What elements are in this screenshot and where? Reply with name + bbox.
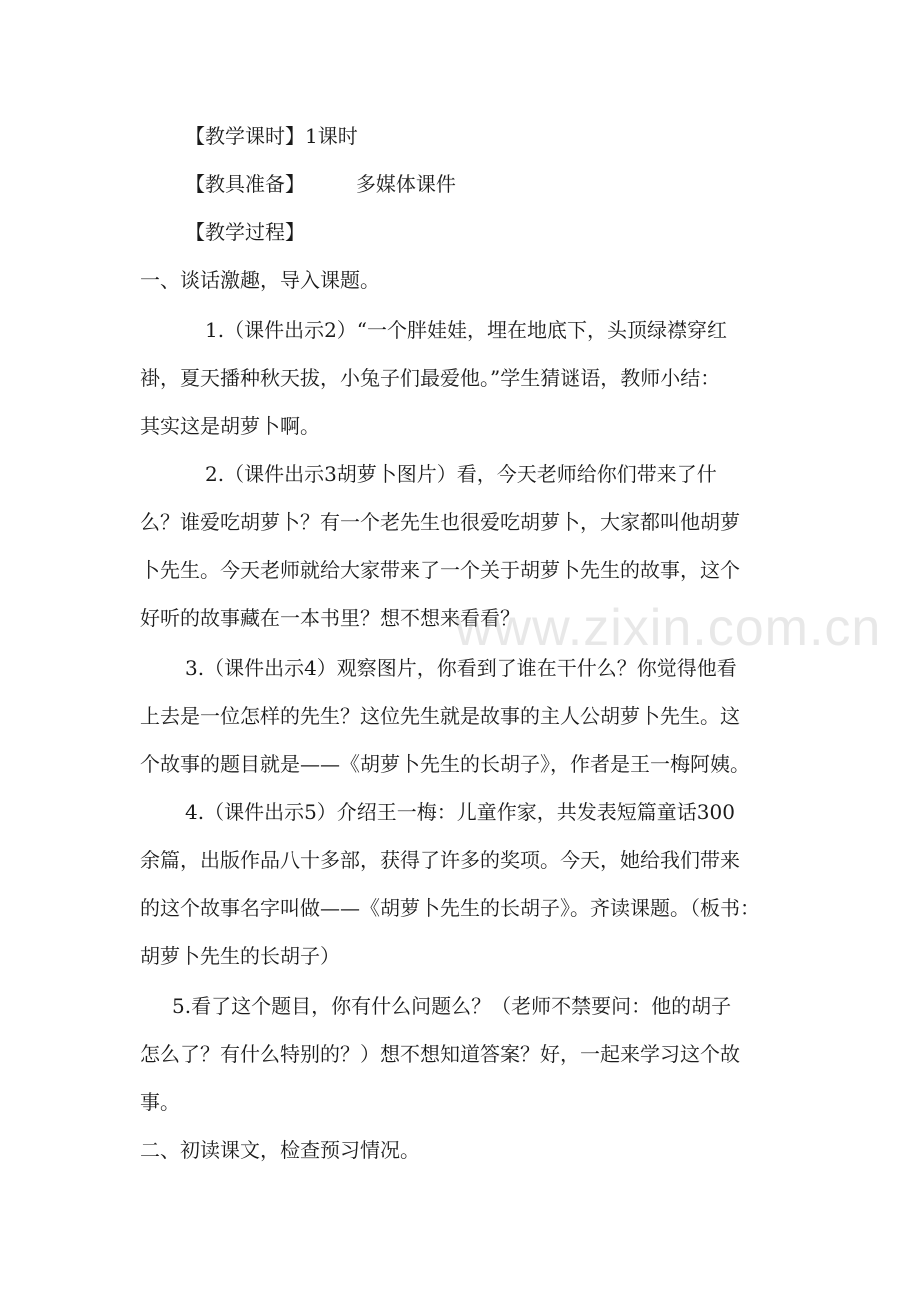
section-two-heading: 二、初读课文，检查预习情况。 — [140, 1138, 420, 1162]
paragraph-line: 2.（课件出示3胡萝卜图片）看，今天老师给你们带来了什 — [205, 462, 717, 486]
paragraph-line: 么？谁爱吃胡萝卜？有一个老先生也很爱吃胡萝卜，大家都叫他胡萝 — [140, 510, 740, 534]
teaching-tools-line: 【教具准备】 多媒体课件 — [185, 172, 456, 196]
paragraph-line: 其实这是胡萝卜啊。 — [140, 414, 320, 438]
teaching-hours-line: 【教学课时】1课时 — [185, 124, 358, 148]
paragraph-line: 褂，夏天播种秋天拔，小兔子们最爱他。”学生猜谜语，教师小结： — [140, 366, 721, 390]
paragraph-line: 上去是一位怎样的先生？这位先生就是故事的主人公胡萝卜先生。这 — [140, 704, 740, 728]
section-one-heading: 一、谈话激趣，导入课题。 — [140, 268, 380, 292]
paragraph-line: 怎么了？有什么特别的？）想不想知道答案？好，一起来学习这个故 — [140, 1042, 740, 1066]
paragraph-line: 余篇，出版作品八十多部，获得了许多的奖项。今天，她给我们带来 — [140, 848, 740, 872]
paragraph-line: 事。 — [140, 1090, 180, 1114]
paragraph-line: 个故事的题目就是——《胡萝卜先生的长胡子》，作者是王一梅阿姨。 — [140, 752, 750, 776]
paragraph-line: 3.（课件出示4）观察图片，你看到了谁在干什么？你觉得他看 — [185, 656, 737, 680]
teaching-process-heading: 【教学过程】 — [185, 220, 305, 244]
paragraph-line: 的这个故事名字叫做——《胡萝卜先生的长胡子》。齐读课题。（板书： — [140, 896, 760, 920]
paragraph-line: 好听的故事藏在一本书里？想不想来看看？ — [140, 606, 520, 630]
paragraph-line: 胡萝卜先生的长胡子） — [140, 944, 340, 968]
watermark: www.zixin.com.cn — [455, 599, 882, 657]
paragraph-line: 5.看了这个题目，你有什么问题么？（老师不禁要问：他的胡子 — [172, 994, 732, 1018]
paragraph-line: 卜先生。今天老师就给大家带来了一个关于胡萝卜先生的故事，这个 — [140, 558, 740, 582]
paragraph-line: 1.（课件出示2）“一个胖娃娃，埋在地底下，头顶绿襟穿红 — [205, 318, 728, 342]
paragraph-line: 4.（课件出示5）介绍王一梅：儿童作家，共发表短篇童话300 — [185, 800, 735, 824]
